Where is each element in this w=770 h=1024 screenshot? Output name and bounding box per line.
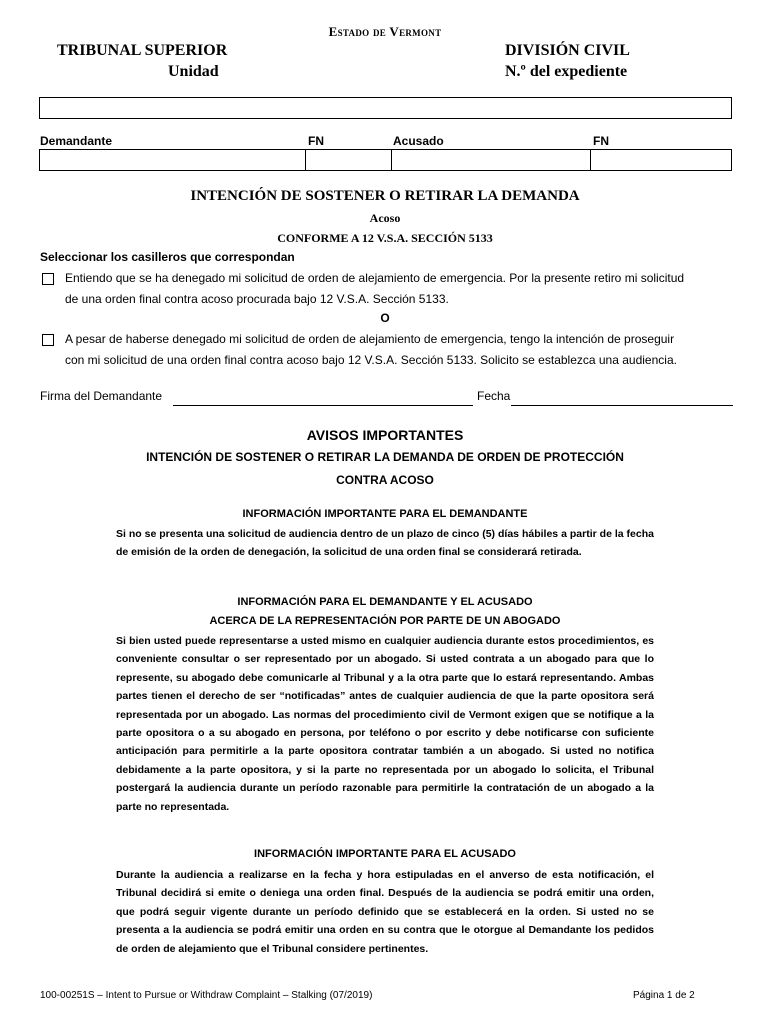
notices-subtitle-2: CONTRA ACOSO [336,473,434,487]
unit-label: Unidad [168,63,219,80]
signature-line[interactable] [173,390,473,406]
unit-field[interactable] [39,97,732,119]
state-title: Estado de Vermont [328,24,442,39]
withdraw-checkbox[interactable] [42,273,54,285]
form-id-footer: 100-00251S – Intent to Pursue or Withdraw Complaint – Stalking (07/2019) [40,990,373,1001]
notices-subtitle-1: INTENCIÓN DE SOSTENER O RETIRAR LA DEMANDA DE ORDEN DE PROTECCIÓN [146,450,624,464]
defendant-info-heading: INFORMACIÓN IMPORTANTE PARA EL ACUSADO [254,848,516,860]
plaintiff-info-heading: INFORMACIÓN IMPORTANTE PARA EL DEMANDANTE [242,508,528,520]
select-instructions: Seleccionar los casilleros que correspondan [40,250,295,264]
plaintiff-field[interactable] [39,149,306,171]
defendant-dob-field[interactable] [590,149,732,171]
plaintiff-dob-field[interactable] [305,149,392,171]
statute-reference: CONFORME A 12 V.S.A. SECCIÓN 5133 [277,231,493,245]
option-pursue-text: A pesar de haberse denegado mi solicitud de orden de alejamiento de emergencia, tengo la intención de proseguir con mi solicitud de una orden final contra acoso bajo 12 V.S.A. Sección 5133. Solicito se establezca una audiencia. [65,332,677,367]
or-separator: O [380,311,390,325]
plaintiff-dob-label: FN [308,134,324,148]
page-number: Página 1 de 2 [633,990,695,1001]
defendant-label: Acusado [393,134,444,148]
docket-label: N.º del expediente [505,63,628,80]
court-name: TRIBUNAL SUPERIOR [57,42,228,59]
attorney-info-text: Si bien usted puede representarse a usted mismo en cualquier audiencia durante estos procedimientos, es conveniente consultar o ser representado por un abogado. Si usted contrata a un abogado para que lo represente, su abogado debe comunicarle al Tribunal y a la otra parte que lo estará representando. Ambas partes tienen el derecho de ser “notificadas” antes de cualquier audiencia de que la parte opositora será representada por un abogado. Las normas del procedimiento civil de Vermont exigen que se notifique a la parte opositora o a su abogado en persona, por teléfono o por escrito y debe notificarse con suficiente anticipación para permitirle a la parte opositora contratar también a un abogado. Si usted no notifica debidamente a la parte opositora, y si la parte no representada por un abogado lo solicita, el Tribunal postergará la audiencia durante un período razonable para permitirle la contratación de un abogado a la parte no representada. [116,635,654,813]
attorney-info-heading-1: INFORMACIÓN PARA EL DEMANDANTE Y EL ACUSADO [237,596,533,608]
form-title: INTENCIÓN DE SOSTENER O RETIRAR LA DEMANDA [190,188,580,204]
form-subtitle: Acoso [369,211,401,225]
date-line[interactable] [511,390,733,406]
date-label: Fecha [477,389,511,403]
option-withdraw-text: Entiendo que se ha denegado mi solicitud de orden de alejamiento de emergencia. Por la presente retiro mi solicitud de una orden final contra acoso procurada bajo 12 V.S.A. Sección 5133. [65,271,685,306]
pursue-checkbox[interactable] [42,334,54,346]
attorney-info-heading-2: ACERCA DE LA REPRESENTACIÓN POR PARTE DE UN ABOGADO [209,615,561,627]
plaintiff-info-text: Si no se presenta una solicitud de audiencia dentro de un plazo de cinco (5) días hábiles a partir de la fecha de emisión de la orden de denegación, la solicitud de una orden final se considerará retirada. [116,528,654,559]
notices-title: AVISOS IMPORTANTES [306,427,464,443]
division-name: DIVISIÓN CIVIL [505,42,630,59]
plaintiff-label: Demandante [40,134,113,148]
signature-label: Firma del Demandante [40,389,163,403]
defendant-info-text: Durante la audiencia a realizarse en la fecha y hora estipuladas en el anverso de esta notificación, el Tribunal decidirá si emite o deniega una orden final. Después de la audiencia se podrá emitir una orden, que podrá seguir vigente durante un período definido que se establecerá en la orden. Si usted no se presenta a la audiencia se podrá emitir una orden en su contra que le otorgue al Demandante los pedidos de orden de alejamiento que el Tribunal considere pertinentes. [116,869,654,955]
defendant-field[interactable] [391,149,591,171]
defendant-dob-label: FN [593,134,609,148]
